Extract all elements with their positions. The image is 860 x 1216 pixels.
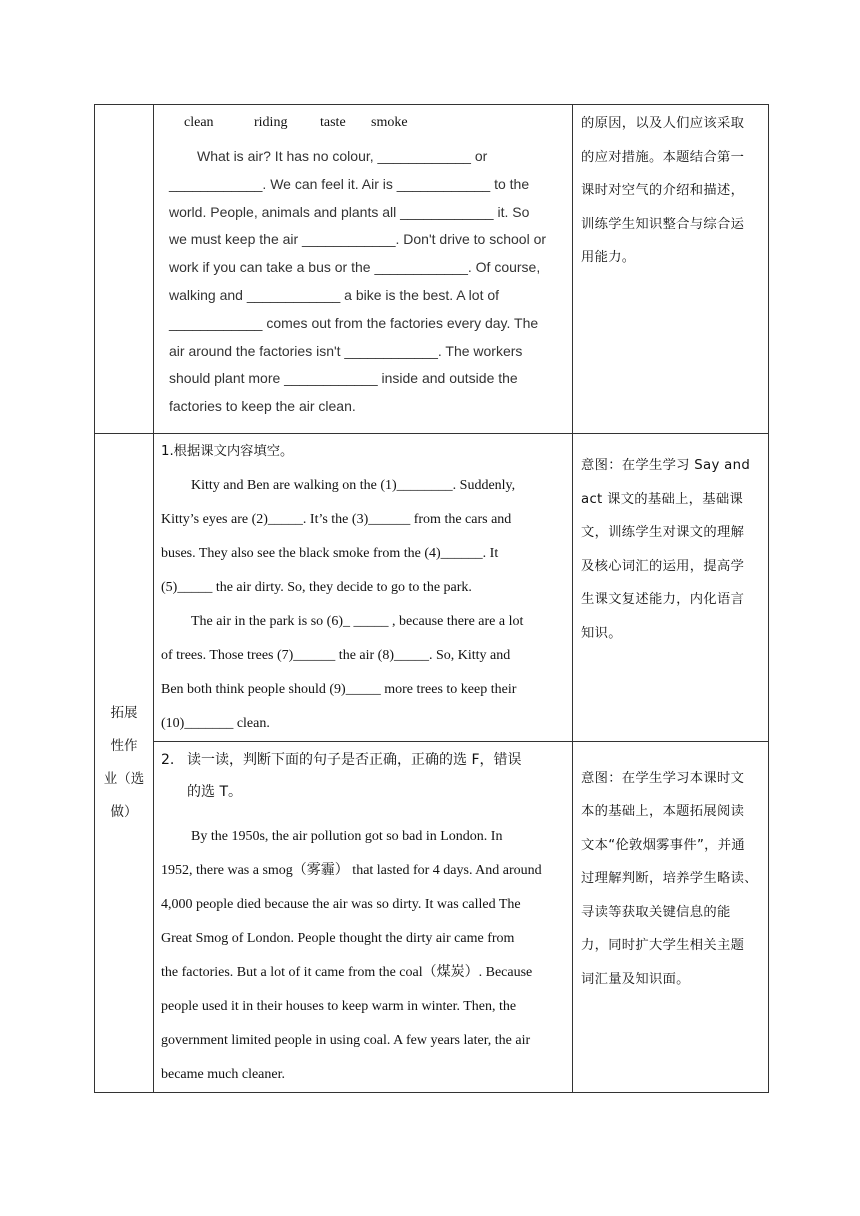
intent-line: 寻读等获取关键信息的能 — [581, 904, 731, 920]
intent-line: 意图：在学生学习 Say and — [581, 458, 751, 473]
intent-line: 力，同时扩大学生相关主题 — [581, 938, 745, 953]
exercise-instruction — [154, 742, 572, 808]
passage-line: ____________ comes out from the factories every day. The — [169, 314, 539, 331]
retell-exercise — [154, 434, 572, 741]
word-bank-item: smoke — [371, 115, 408, 130]
passage-line: factories to keep the air clean. — [169, 398, 356, 415]
section-label-line: 做） — [110, 803, 138, 820]
intent-text — [573, 742, 768, 997]
intent-line: act 课文的基础上，基础课 — [581, 491, 744, 507]
intent-text — [573, 105, 768, 275]
passage-line: buses. They also see the black smoke from the (4)______. It — [161, 545, 499, 561]
passage-line: should plant more ____________ inside and outside the — [169, 370, 518, 387]
intent-line: 的原因，以及人们应该采取 — [581, 116, 745, 131]
word-bank-item: riding — [254, 115, 288, 130]
passage-line: the factories. But a lot of it came from the coal（煤炭）. Because — [161, 964, 533, 980]
passage-line: world. People, animals and plants all ____________ it. So — [169, 203, 530, 220]
intent-line: 意图：在学生学习本课时文 — [581, 770, 745, 786]
passage-line: What is air? It has no colour, ____________ or — [197, 148, 488, 164]
retell-exercise-cell — [154, 434, 573, 742]
passage-line: 1952, there was a smog（雾霾） that lasted for 4 days. And around — [161, 862, 542, 878]
passage-line: Ben both think people should (9)_____ more trees to keep their — [161, 681, 517, 697]
word-bank-item: clean — [184, 115, 214, 130]
intent-cell — [573, 434, 769, 742]
intent-line: 词汇量及知识面。 — [581, 971, 690, 987]
homework-table — [94, 104, 769, 1093]
section-label-cell — [95, 434, 154, 1093]
passage-line: ____________. We can feel it. Air is ____________ to the — [169, 175, 530, 192]
intent-line: 及核心词汇的运用，提高学 — [581, 558, 745, 574]
passage-line: government limited people in using coal. A few years later, the air — [161, 1032, 531, 1048]
intent-line: 知识。 — [581, 625, 622, 641]
paragraph — [161, 469, 567, 605]
passage-line: By the 1950s, the air pollution got so bad in London. In — [191, 828, 503, 844]
instruction-line: 读一读，判断下面的句子是否正确，正确的选 F，错误 — [187, 751, 522, 768]
passage-line: Kitty and Ben are walking on the (1)________. Suddenly, — [191, 477, 516, 493]
passage-line: (5)_____ the air dirty. So, they decide to go to the park. — [161, 579, 472, 595]
section-label-line: 业（选 — [103, 770, 145, 787]
intent-cell — [573, 105, 769, 434]
section-label-line: 拓展 — [110, 704, 138, 721]
intent-line: 训练学生知识整合与综合运 — [581, 216, 745, 232]
passage-line: 4,000 people died because the air was so dirty. It was called The — [161, 896, 521, 912]
passage-line: we must keep the air ____________. Don't drive to school or — [169, 231, 547, 248]
passage-line: people used it in their houses to keep warm in winter. Then, the — [161, 998, 517, 1014]
intent-line: 过理解判断，培养学生略读、 — [581, 871, 758, 886]
instruction-line: 的选 T。 — [187, 783, 243, 800]
intent-line: 文，训练学生对课文的理解 — [581, 525, 745, 540]
intent-line: 用能力。 — [581, 250, 636, 265]
passage-line: work if you can take a bus or the ____________. Of course, — [169, 259, 541, 276]
table-row — [95, 434, 769, 742]
word-bank — [154, 105, 572, 135]
passage-line: (10)_______ clean. — [161, 715, 270, 731]
table-row — [95, 105, 769, 434]
table-row — [95, 741, 769, 1092]
passage-line: air around the factories isn't ____________. The workers — [169, 342, 523, 359]
intent-line: 的应对措施。本题结合第一 — [581, 149, 745, 165]
true-false-exercise-cell — [154, 741, 573, 1092]
intent-line: 本的基础上，本题拓展阅读 — [581, 804, 745, 819]
exercise-number: 2. — [161, 751, 175, 768]
empty-label-cell — [95, 105, 154, 434]
intent-cell — [573, 741, 769, 1092]
passage-line: The air in the park is so (6)_ _____ , because there are a lot — [191, 613, 524, 629]
section-label-line: 性作 — [110, 737, 138, 754]
passage-line: Great Smog of London. People thought the dirty air came from — [161, 930, 515, 946]
fill-in-passage-cell — [154, 105, 573, 434]
intent-line: 生课文复述能力，内化语言 — [581, 592, 745, 607]
intent-line: 文本“伦敦烟雾事件”，并通 — [581, 837, 745, 853]
section-label — [95, 697, 153, 829]
passage-line: became much cleaner. — [161, 1066, 285, 1082]
intent-line: 课时对空气的介绍和描述， — [581, 183, 745, 198]
passage-line: walking and ____________ a bike is the best. A lot of — [169, 286, 500, 303]
air-passage — [154, 135, 572, 427]
passage-line: Kitty’s eyes are (2)_____. It’s the (3)______ from the cars and — [161, 511, 512, 527]
word-bank-item: taste — [320, 115, 346, 130]
paragraph — [161, 605, 567, 741]
exercise-title: 1.根据课文内容填空。 — [161, 444, 294, 459]
london-smog-passage — [154, 808, 572, 1092]
passage-line: of trees. Those trees (7)______ the air (8)_____. So, Kitty and — [161, 647, 511, 663]
intent-text — [573, 434, 768, 650]
